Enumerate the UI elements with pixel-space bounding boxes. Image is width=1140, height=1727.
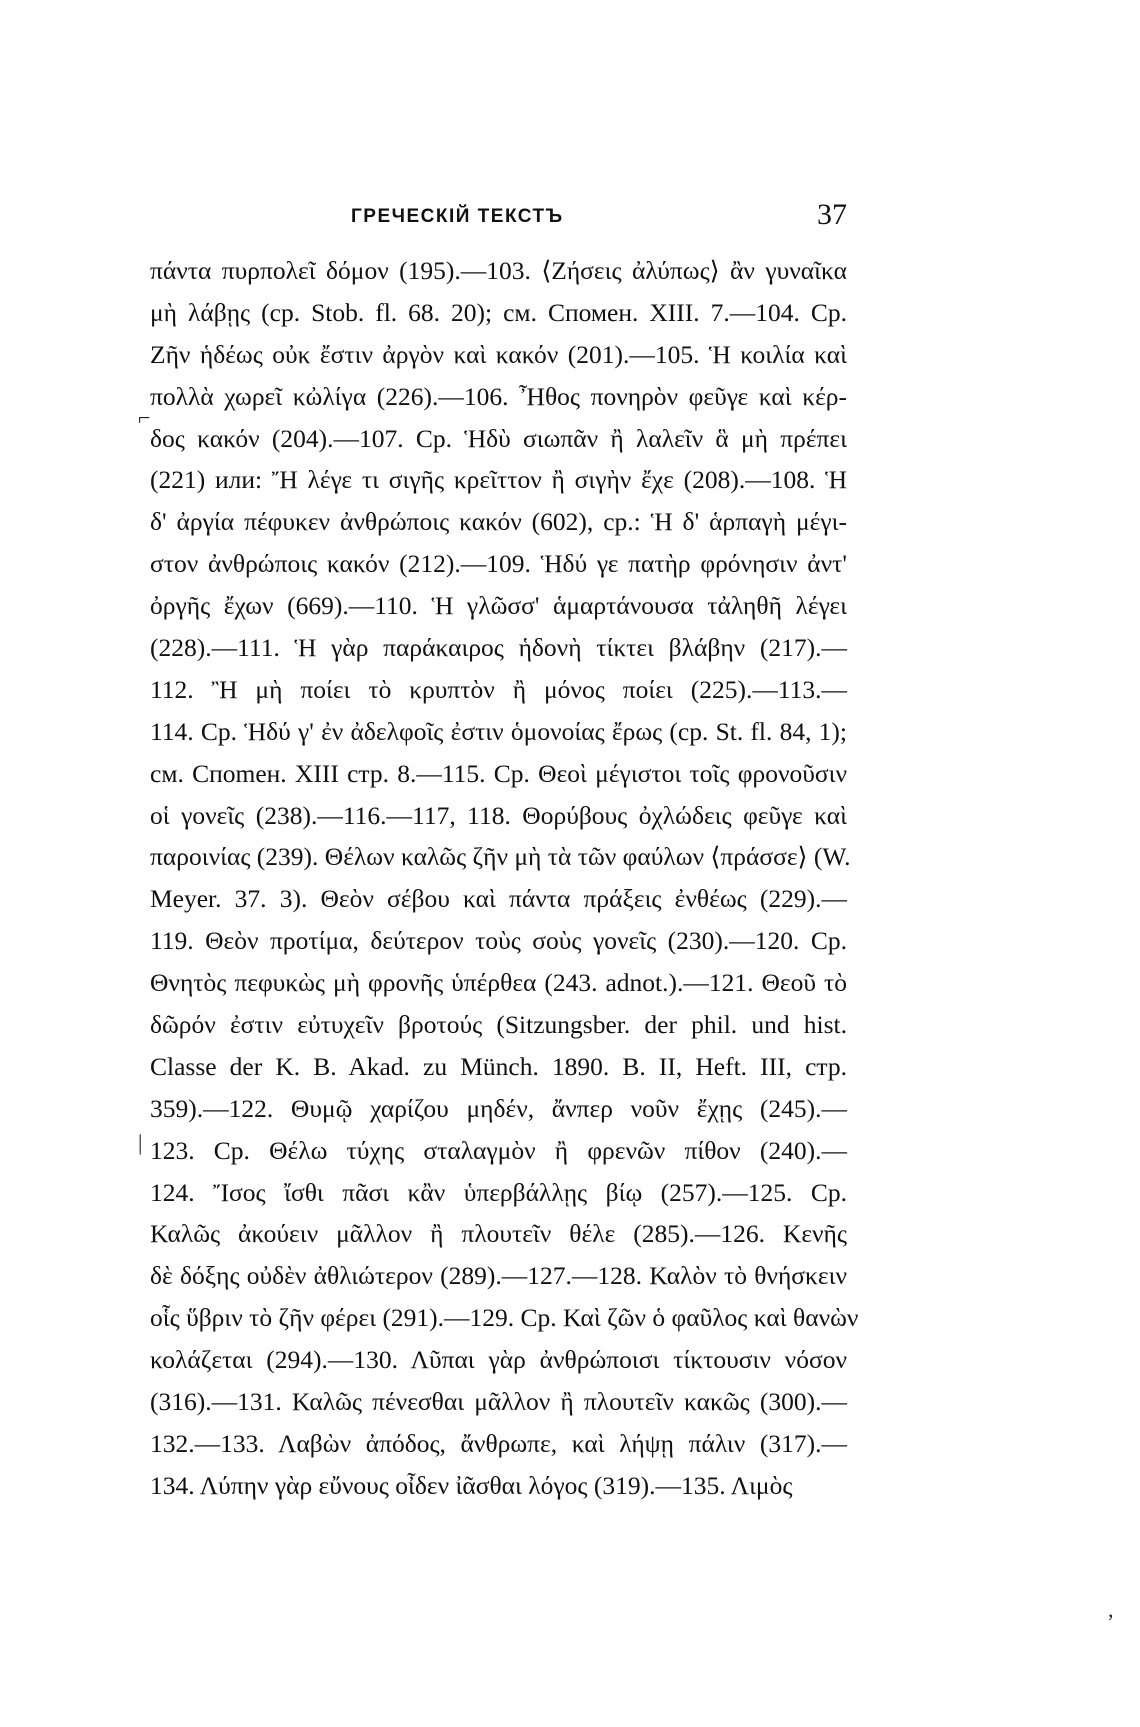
text-line: κολάζεται (294).—130. Λῦπαι γὰρ ἀνθρώποισι τίκτουσιν νόσον xyxy=(150,1345,847,1375)
body-text xyxy=(150,250,859,1507)
text-line: δὲ δόξης οὐδὲν ἀθλιώτερον (289).—127.—128. Καλὸν τὸ θνήσκειν xyxy=(150,1261,847,1291)
text-line: δος κακόν (204).—107. Cp. Ἡδὺ σιωπᾶν ἢ λαλεῖν ἃ μὴ πρέπει xyxy=(150,423,847,453)
text-line: δ' ἀργία πέφυκεν ἀνθρώποις κακόν (602), cp.: Ἡ δ' ἁρπαγὴ μέγι- xyxy=(150,507,847,537)
text-line: Meyer. 37. 3). Θεὸν σέβου καὶ πάντα πράξεις ἐνθέως (229).— xyxy=(150,884,847,914)
text-line: (221) или: Ἤ λέγε τι σιγῆς κρεῖττον ἢ σιγὴν ἔχε (208).—108. Ἡ xyxy=(150,465,847,495)
text-line: ὀργῆς ἔχων (669).—110. Ἡ γλῶσσ' ἁμαρτάνουσα τἀληθῆ λέγει xyxy=(150,591,847,621)
text-line: Ζῆν ἡδέως οὐκ ἔστιν ἀργὸν καὶ κακόν (201).—105. Ἡ κοιλία καὶ xyxy=(150,339,847,369)
text-line: μὴ λάβῃς (cp. Stob. fl. 68. 20); см. Спомен. XIII. 7.—104. Cp. xyxy=(150,297,847,327)
text-line: οἷς ὕβριν τὸ ζῆν φέρει (291).—129. Cp. Καὶ ζῶν ὁ φαῦλος καὶ θανὼν xyxy=(150,1303,859,1333)
margin-mark: , xyxy=(1108,1597,1114,1622)
margin-mark: ⌐ xyxy=(138,405,151,430)
text-line: πάντα πυρπολεῖ δόμον (195).—103. ⟨Ζήσεις ἀλύπως⟩ ἂν γυναῖκα xyxy=(150,256,847,285)
running-header xyxy=(150,196,847,236)
text-line: 119. Θεὸν προτίμα, δεύτερον τοὺς σοὺς γονεῖς (230).—120. Cp. xyxy=(150,926,847,956)
text-line: Θνητὸς πεφυκὼς μὴ φρονῆς ὑπέρθεα (243. adnot.).—121. Θεοῦ τὸ xyxy=(150,968,847,998)
text-line: см. Споmен. XIII стр. 8.—115. Cp. Θεοὶ μέγιστοι τοῖς φρονοῦσιν xyxy=(150,758,847,788)
text-line: 132.—133. Λαβὼν ἀπόδος, ἄνθρωπε, καὶ λήψῃ πάλιν (317).— xyxy=(150,1428,847,1458)
text-line: στον ἀνθρώποις κακόν (212).—109. Ἡδύ γε πατὴρ φρόνησιν ἀντ' xyxy=(150,549,847,579)
text-line: 359).—122. Θυμῷ χαρίζου μηδέν, ἄνπερ νοῦν ἔχῃς (245).— xyxy=(150,1093,847,1123)
page-number: 37 xyxy=(817,198,847,231)
text-line: πολλὰ χωρεῖ κὠλίγα (226).—106. Ἦθος πονηρὸν φεῦγε καὶ κέρ- xyxy=(150,381,847,411)
text-line: Καλῶς ἀκούειν μᾶλλον ἢ πλουτεῖν θέλε (285).—126. Κενῆς xyxy=(150,1219,847,1249)
text-line: παροινίας (239). Θέλων καλῶς ζῆν μὴ τὰ τῶν φαύλων ⟨πράσσε⟩ (W. xyxy=(150,842,851,872)
text-line: 114. Cp. Ἡδύ γ' ἐν ἀδελφοῖς ἐστιν ὁμονοίας ἔρως (cp. St. fl. 84, 1); xyxy=(150,716,847,746)
text-line: 123. Cp. Θέλω τύχης σταλαγμὸν ἢ φρενῶν πίθον (240).— xyxy=(150,1135,847,1165)
text-line: (228).—111. Ἡ γὰρ παράκαιρος ἡδονὴ τίκτει βλάβην (217).— xyxy=(150,633,847,663)
margin-mark: | xyxy=(138,1130,143,1155)
text-line: Classe der K. B. Akad. zu Münch. 1890. B. II, Heft. III, стр. xyxy=(150,1051,847,1081)
text-line: 112. Ἢ μὴ ποίει τὸ κρυπτὸν ἢ μόνος ποίει (225).—113.— xyxy=(150,674,847,704)
text-line: δῶρόν ἐστιν εὐτυχεῖν βροτούς (Sitzungsber. der phil. und hist. xyxy=(150,1010,847,1040)
header-title: ГРЕЧЕСКІЙ ТЕКСТЪ xyxy=(351,206,564,227)
text-line: 124. Ἴσος ἴσθι πᾶσι κἂν ὑπερβάλλῃς βίῳ (257).—125. Cp. xyxy=(150,1177,847,1207)
text-line: οἱ γονεῖς (238).—116.—117, 118. Θορύβους ὀχλώδεις φεῦγε καὶ xyxy=(150,800,847,830)
text-line: (316).—131. Καλῶς πένεσθαι μᾶλλον ἢ πλουτεῖν κακῶς (300).— xyxy=(150,1387,847,1417)
text-line: 134. Λύπην γὰρ εὔνους οἶδεν ἰᾶσθαι λόγος (319).—135. Λιμὸς xyxy=(150,1470,793,1500)
